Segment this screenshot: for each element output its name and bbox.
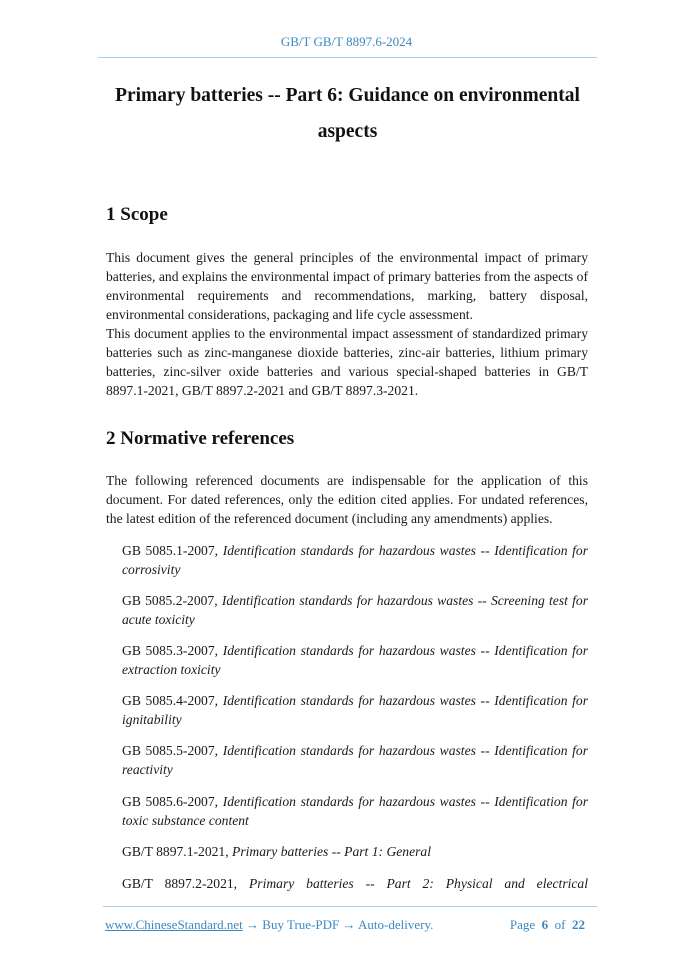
normative-intro-paragraph: The following referenced documents are indispensable for the application of this document. For dated references, only the edition cited applies. For undated references, the latest edition of the referenced document (including any amendments) applies. xyxy=(106,473,588,526)
reference-code: GB/T 8897.1-2021, xyxy=(122,844,229,859)
reference-title: Identification standards for hazardous wastes -- Identification for ignitability xyxy=(122,693,589,727)
page-of: of xyxy=(554,917,566,932)
running-header: GB/T GB/T 8897.6-2024 xyxy=(280,34,413,49)
reference-title: Identification standards for hazardous wastes -- Identification for corrosivity xyxy=(122,543,589,577)
header-divider xyxy=(98,57,597,58)
reference-item xyxy=(122,792,588,830)
page-current: 6 xyxy=(541,917,549,932)
reference-code: GB 5085.2-2007, xyxy=(122,593,218,608)
reference-title: Identification standards for hazardous wastes -- Identification for reactivity xyxy=(122,743,589,777)
reference-item xyxy=(122,741,588,779)
reference-title: Primary batteries -- Part 1: General xyxy=(232,844,431,859)
reference-item xyxy=(122,842,588,861)
document-title xyxy=(98,78,597,150)
reference-item xyxy=(122,641,588,679)
reference-item xyxy=(122,541,588,579)
reference-code: GB 5085.1-2007, xyxy=(122,543,219,558)
reference-title: Identification standards for hazardous wastes -- Identification for extraction toxicity xyxy=(122,643,589,677)
page-indicator xyxy=(510,917,585,933)
scope-paragraph-1: This document gives the general principles of the environmental impact of primary batteries, and explains the environmental impact of primary batteries from the aspects of environmental requirements and recommendations, marking, battery disposal, environmental considerations, packaging and life cycle assessment. xyxy=(106,250,588,322)
section-heading-scope: 1 Scope xyxy=(106,204,168,225)
page-footer xyxy=(105,917,585,933)
reference-title: Primary batteries -- Part 2: Physical and electrical xyxy=(248,876,588,891)
footer-divider xyxy=(103,906,597,907)
section-heading-normative-references: 2 Normative references xyxy=(106,428,295,449)
reference-code: GB 5085.5-2007, xyxy=(122,743,219,758)
reference-title: Identification standards for hazardous wastes -- Screening test for acute toxicity xyxy=(122,593,588,627)
reference-item xyxy=(122,691,588,729)
title-line-1: Primary batteries -- Part 6: Guidance on environmental xyxy=(115,85,580,106)
footer-tagline: → Buy True-PDF → Auto-delivery. xyxy=(242,917,434,932)
reference-item xyxy=(122,591,588,629)
reference-item xyxy=(122,874,588,893)
page-label: Page xyxy=(509,917,536,932)
reference-title: Identification standards for hazardous wastes -- Identification for toxic substance content xyxy=(122,794,589,828)
page-total: 22 xyxy=(572,917,585,932)
reference-code: GB/T 8897.2-2021, xyxy=(122,876,238,891)
title-line-2: aspects xyxy=(317,121,378,142)
scope-paragraph-2: This document applies to the environmental impact assessment of standardized primary batteries such as zinc-manganese dioxide batteries, zinc-air batteries, lithium primary batteries, zinc-silver oxide batteries and various special-shaped batteries in GB/T 8897.1-2021, GB/T 8897.2-2021 and GB/T 8897.3-2021. xyxy=(106,326,588,398)
reference-code: GB 5085.3-2007, xyxy=(122,643,219,658)
reference-code: GB 5085.4-2007, xyxy=(122,693,219,708)
chinesestandard-link[interactable]: www.ChineseStandard.net xyxy=(105,917,243,932)
reference-code: GB 5085.6-2007, xyxy=(122,794,219,809)
